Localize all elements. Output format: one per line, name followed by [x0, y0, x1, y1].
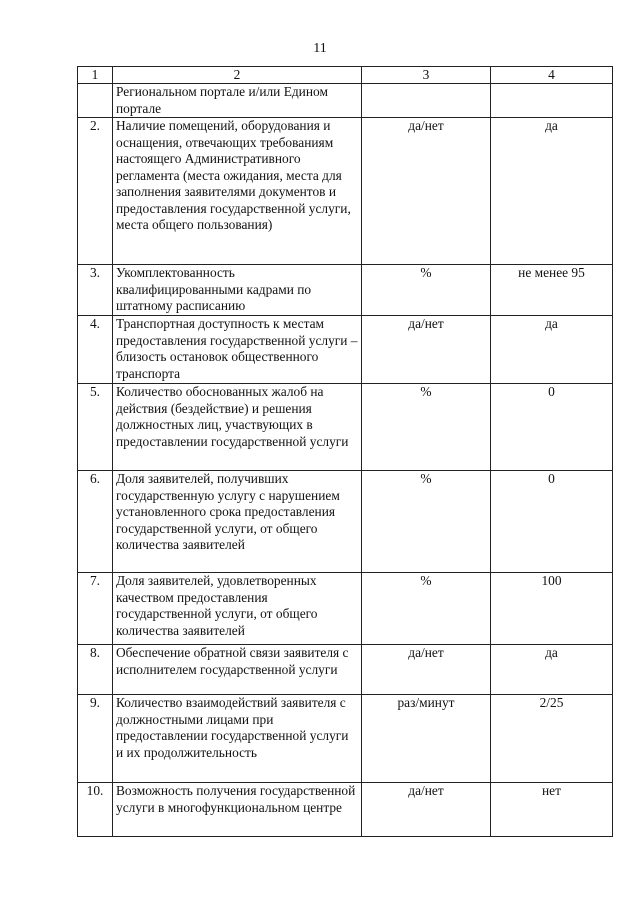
page-number: 11	[313, 41, 327, 56]
row-number: 9.	[78, 695, 113, 783]
row-number: 5.	[78, 384, 113, 471]
row-unit: да/нет	[362, 118, 491, 265]
table-row	[78, 118, 613, 265]
row-value: 100	[491, 573, 613, 645]
row-value: 0	[491, 471, 613, 573]
row-text: Наличие помещений, оборудования и оснащения, отвечающих требованиям настоящего Административного регламента (места ожидания, места для заполнения заявителями документов и предоставления государственной услуги, места общего пользования)	[113, 118, 362, 265]
header-cell: 1	[78, 67, 113, 84]
row-text: Укомплектованность квалифицированными кадрами по штатному расписанию	[113, 265, 362, 316]
indicators-table	[77, 66, 613, 837]
row-unit: %	[362, 265, 491, 316]
row-number: 8.	[78, 645, 113, 695]
row-unit: %	[362, 384, 491, 471]
row-unit: да/нет	[362, 645, 491, 695]
row-unit: %	[362, 573, 491, 645]
row-text: Региональном портале и/или Едином портале	[113, 84, 362, 118]
table-row	[78, 471, 613, 573]
table-row	[78, 573, 613, 645]
row-value: да	[491, 645, 613, 695]
row-text: Обеспечение обратной связи заявителя с исполнителем государственной услуги	[113, 645, 362, 695]
header-cell: 2	[113, 67, 362, 84]
table-row-continuation	[78, 84, 613, 118]
row-number: 4.	[78, 316, 113, 384]
table-row	[78, 265, 613, 316]
table-header-row	[78, 67, 613, 84]
row-value: да	[491, 118, 613, 265]
row-text: Количество взаимодействий заявителя с должностными лицами при предоставлении государственной услуги и их продолжительность	[113, 695, 362, 783]
row-unit	[362, 84, 491, 118]
row-number	[78, 84, 113, 118]
row-value: нет	[491, 783, 613, 837]
row-value: не менее 95	[491, 265, 613, 316]
row-number: 2.	[78, 118, 113, 265]
table-row	[78, 783, 613, 837]
header-cell: 4	[491, 67, 613, 84]
row-value: да	[491, 316, 613, 384]
row-unit: да/нет	[362, 783, 491, 837]
row-text: Транспортная доступность к местам предоставления государственной услуги – близость остановок общественного транспорта	[113, 316, 362, 384]
row-value: 0	[491, 384, 613, 471]
row-number: 10.	[78, 783, 113, 837]
row-unit: да/нет	[362, 316, 491, 384]
row-text: Доля заявителей, удовлетворенных качеством предоставления государственной услуги, от общего количества заявителей	[113, 573, 362, 645]
table-row	[78, 645, 613, 695]
table-row	[78, 384, 613, 471]
row-text: Возможность получения государственной услуги в многофункциональном центре	[113, 783, 362, 837]
row-text: Количество обоснованных жалоб на действия (бездействие) и решения должностных лиц, участвующих в предоставлении государственной услуги	[113, 384, 362, 471]
row-value	[491, 84, 613, 118]
row-value: 2/25	[491, 695, 613, 783]
row-unit: раз/минут	[362, 695, 491, 783]
row-text: Доля заявителей, получивших государственную услугу с нарушением установленного срока предоставления государственной услуги, от общего количества заявителей	[113, 471, 362, 573]
row-number: 3.	[78, 265, 113, 316]
row-number: 6.	[78, 471, 113, 573]
table-row	[78, 695, 613, 783]
header-cell: 3	[362, 67, 491, 84]
table-row	[78, 316, 613, 384]
row-number: 7.	[78, 573, 113, 645]
row-unit: %	[362, 471, 491, 573]
